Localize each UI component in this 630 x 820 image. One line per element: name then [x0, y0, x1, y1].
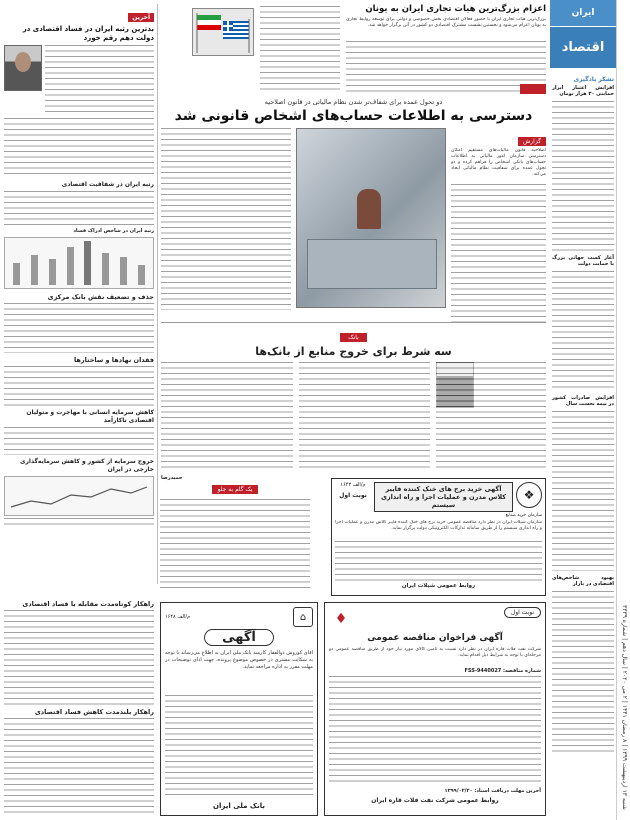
sidebar-text-4: [552, 591, 614, 756]
section-label: اقتصاد: [561, 40, 605, 55]
ad1-body: سازمان شیلات ایران در نظر دارد مناقصه عمومی خرید برج های خنک کننده فایبر کلاس مدرن و عملیات اجرا و راه اندازی سیستم را از طریق سامانه تدارکات الکترونیکی دولت برگزار نماید.: [335, 520, 542, 531]
left-bottom: [4, 600, 154, 816]
ad1-title: آگهی خرید برج های خنک کننده فایبر کلاس مدرن و عملیات اجرا و راه اندازی سیستم: [374, 482, 513, 512]
ad1-number: م/الف ۱۶۴۳: [340, 482, 366, 488]
portrait-face: [15, 52, 31, 72]
portrait-photo: [4, 45, 42, 91]
chart-title: رتبه ایران در شاخص ادراک فساد: [73, 228, 154, 234]
flags-icon: [193, 9, 253, 55]
sidebar-item-1: افزایش اعتبار ابزار حمایتی ۳۰ هزار تومان: [552, 85, 614, 97]
ad2-number: م/الف ۱۶۴۸: [165, 614, 191, 620]
top-story-text: [346, 41, 546, 96]
second-text-1: [436, 362, 546, 472]
ad3-title: آگهی فراخوان مناقصه عمومی: [367, 633, 503, 643]
ad3-tender-number: شماره مناقصه: FSS-9440027: [464, 668, 541, 674]
left-headline-1: بدترین رتبه ایران در فساد اقتصادی در دولت دهم رقم خورد: [22, 25, 154, 42]
lead-photo-machine: [307, 239, 437, 289]
subtitle-box-text: [160, 499, 310, 589]
ad2-text: [165, 695, 313, 799]
left-headline-5: کاهش سرمایه انسانی با مهاجرت و متولیان اقتصادی ناکارآمد: [26, 409, 154, 424]
top-story-title: اعزام بزرگ‌ترین هیات تجاری ایران به یونان: [365, 4, 546, 14]
ad-notice: [160, 602, 318, 816]
sidebar-item-4: بهبود شاخص‌های اقتصادی در بازار: [552, 575, 614, 587]
section-label-box: [550, 26, 616, 68]
sidebar-item-2: آغاز کسب جهانی بزرگ با حمایت دولت: [552, 255, 614, 267]
ad3-logo: [329, 607, 353, 631]
lead-photo-worker: [357, 189, 381, 229]
ad2-body: آقای کوروش ذوالفقار کارمند بانک ملی ایران به اطلاع می‌رساند با توجه به شکایت مشتری در خصوص موضوع پرونده، جهت ادای توضیحات در مهلت مقرر به اداره مراجعه نماید.: [165, 650, 313, 670]
ad2-logo: [293, 607, 313, 627]
ad2-footer: بانک ملی ایران: [213, 802, 265, 810]
ad3-footer: روابط عمومی شرکت نفت فلات قاره ایران: [371, 797, 499, 804]
subtitle-box-label: یک گام به جلو: [212, 485, 259, 494]
oil-drop-icon: ♦: [334, 611, 348, 627]
lead-text-2: [161, 128, 291, 310]
left-text-6: [4, 427, 154, 455]
left-headline-4: فقدان نهادها و ساختارها: [73, 356, 154, 364]
left-text-8: [4, 610, 154, 705]
left-headline-3: حذف و تضعیف نقش بانک مرکزی: [47, 293, 154, 301]
ad3-round: نوبت اول: [504, 607, 541, 618]
flags-image: [192, 8, 254, 56]
left-text-4: [4, 303, 154, 353]
lead-photo: [296, 128, 446, 308]
bank-icon: ⌂: [299, 611, 307, 623]
lead-body: اصلاحیه قانون مالیات‌های مستقیم امکان دسترسی سازمان امور مالیاتی به اطلاعات حساب‌های بانکی اشخاص را فراهم کرده و دو تحول عمده برای شفافیت نظام مالیاتی ایجاد می‌کند.: [451, 148, 546, 177]
lead-title: دسترسی به اطلاعات حساب‌های اشخاص قانونی شد: [174, 108, 533, 124]
fish-icon: ❖: [523, 488, 535, 502]
bar: [120, 257, 127, 285]
left-column: [4, 4, 154, 594]
bar: [84, 241, 91, 285]
second-story: [161, 324, 546, 481]
left-divider: [157, 4, 158, 584]
lead-story: [161, 98, 546, 308]
bar: [67, 247, 74, 285]
left-headline-8: راهکار بلندمدت کاهش فساد اقتصادی: [34, 708, 154, 716]
left-text-3: [4, 191, 154, 225]
left-headline-7: راهکار کوتاه‌مدت مقابله با فساد اقتصادی: [22, 600, 154, 608]
bar: [49, 259, 56, 285]
date-strip-text: شنبه ۱۳ اردیبهشت ۱۳۹۹ | ۸ رمضان ۱۴۴۱ | ۲ می ۲۰۲۰ | سال دهم | شماره ۳۳۳۹: [621, 605, 628, 810]
left-headline-2: رتبه ایران در شفافیت اقتصادی: [61, 181, 154, 188]
left-text-1: [45, 45, 154, 115]
sidebar-text-1: [552, 101, 614, 251]
second-title: سه شرط برای خروج منابع از بانک‌ها: [255, 345, 452, 358]
bar: [31, 255, 38, 285]
ad-tender: [324, 602, 546, 816]
sidebar-text-2: [552, 271, 614, 391]
line-chart-svg: [5, 477, 153, 515]
left-label: آخرین: [128, 13, 154, 22]
second-text-2: [299, 362, 431, 472]
left-headline-6: خروج سرمایه از کشور و کاهش سرمایه‌گذاری خارجی در ایران: [19, 458, 154, 473]
left-text-5: [4, 366, 154, 406]
lead-text-1: [451, 184, 546, 324]
second-text-3: [161, 362, 293, 472]
ad1-round: نوبت اول: [339, 492, 367, 499]
logo: [550, 0, 616, 26]
logo-text: ایران: [571, 8, 595, 18]
ad3-text: [329, 676, 541, 786]
bar: [102, 253, 109, 285]
subtitle-box: [160, 476, 310, 586]
bar: [138, 265, 145, 285]
lead-badge: گزارش: [518, 137, 546, 146]
ad1-logo: [516, 482, 542, 508]
bar-chart: [4, 237, 154, 289]
top-story-col2: [260, 6, 340, 94]
date-strip: [616, 0, 630, 820]
top-story-body: بزرگ‌ترین هیات تجاری ایران با حضور فعالان اقتصادی بخش خصوصی و دولتی برای توسعه روابط تجاری به یونان اعزام می‌شود و نخستین نشست مشترک اقتصادی دو کشور در آتن برگزار خواهد شد.: [346, 17, 546, 28]
lead-kicker: دو تحول عمده برای شفاف‌تر شدن نظام مالیاتی در قانون اصلاحیه: [264, 98, 443, 106]
second-story-rule: [161, 322, 546, 323]
ad2-title: آگهی: [204, 629, 274, 646]
ad1-footer: روابط عمومی شیلات ایران: [401, 583, 476, 589]
sidebar-text-3: [552, 411, 614, 571]
bar: [13, 263, 20, 285]
top-story-stamp: [520, 84, 546, 94]
ad-purchase: [331, 478, 546, 596]
left-text-2: [4, 118, 154, 178]
top-story: [346, 4, 546, 96]
ad1-company: سازمان خرید صنایع: [505, 513, 542, 518]
ad1-text: [335, 541, 542, 581]
left-text-7: [4, 518, 154, 528]
ad3-deadline: آخرین مهلت دریافت اسناد: ۱۳۹۹/۰۲/۲۰: [444, 788, 541, 794]
left-text-9: [4, 718, 154, 813]
second-byline: حمیدرضا: [161, 475, 183, 481]
sidebar-title: تشکر یادگیری: [573, 76, 614, 83]
line-chart: [4, 476, 154, 516]
ad3-body: شرکت نفت فلات قاره ایران در نظر دارد نسبت به تامین کالای مورد نیاز خود از طریق مناقصه عمومی دو مرحله‌ای با توجه به شرایط ذیل اقدام نماید.: [329, 647, 541, 658]
second-badge: بانک: [340, 333, 367, 342]
right-sidebar: [550, 0, 616, 820]
sidebar-item-3: افزایش صادرات کشور در نیمه نخست سال: [552, 395, 614, 407]
